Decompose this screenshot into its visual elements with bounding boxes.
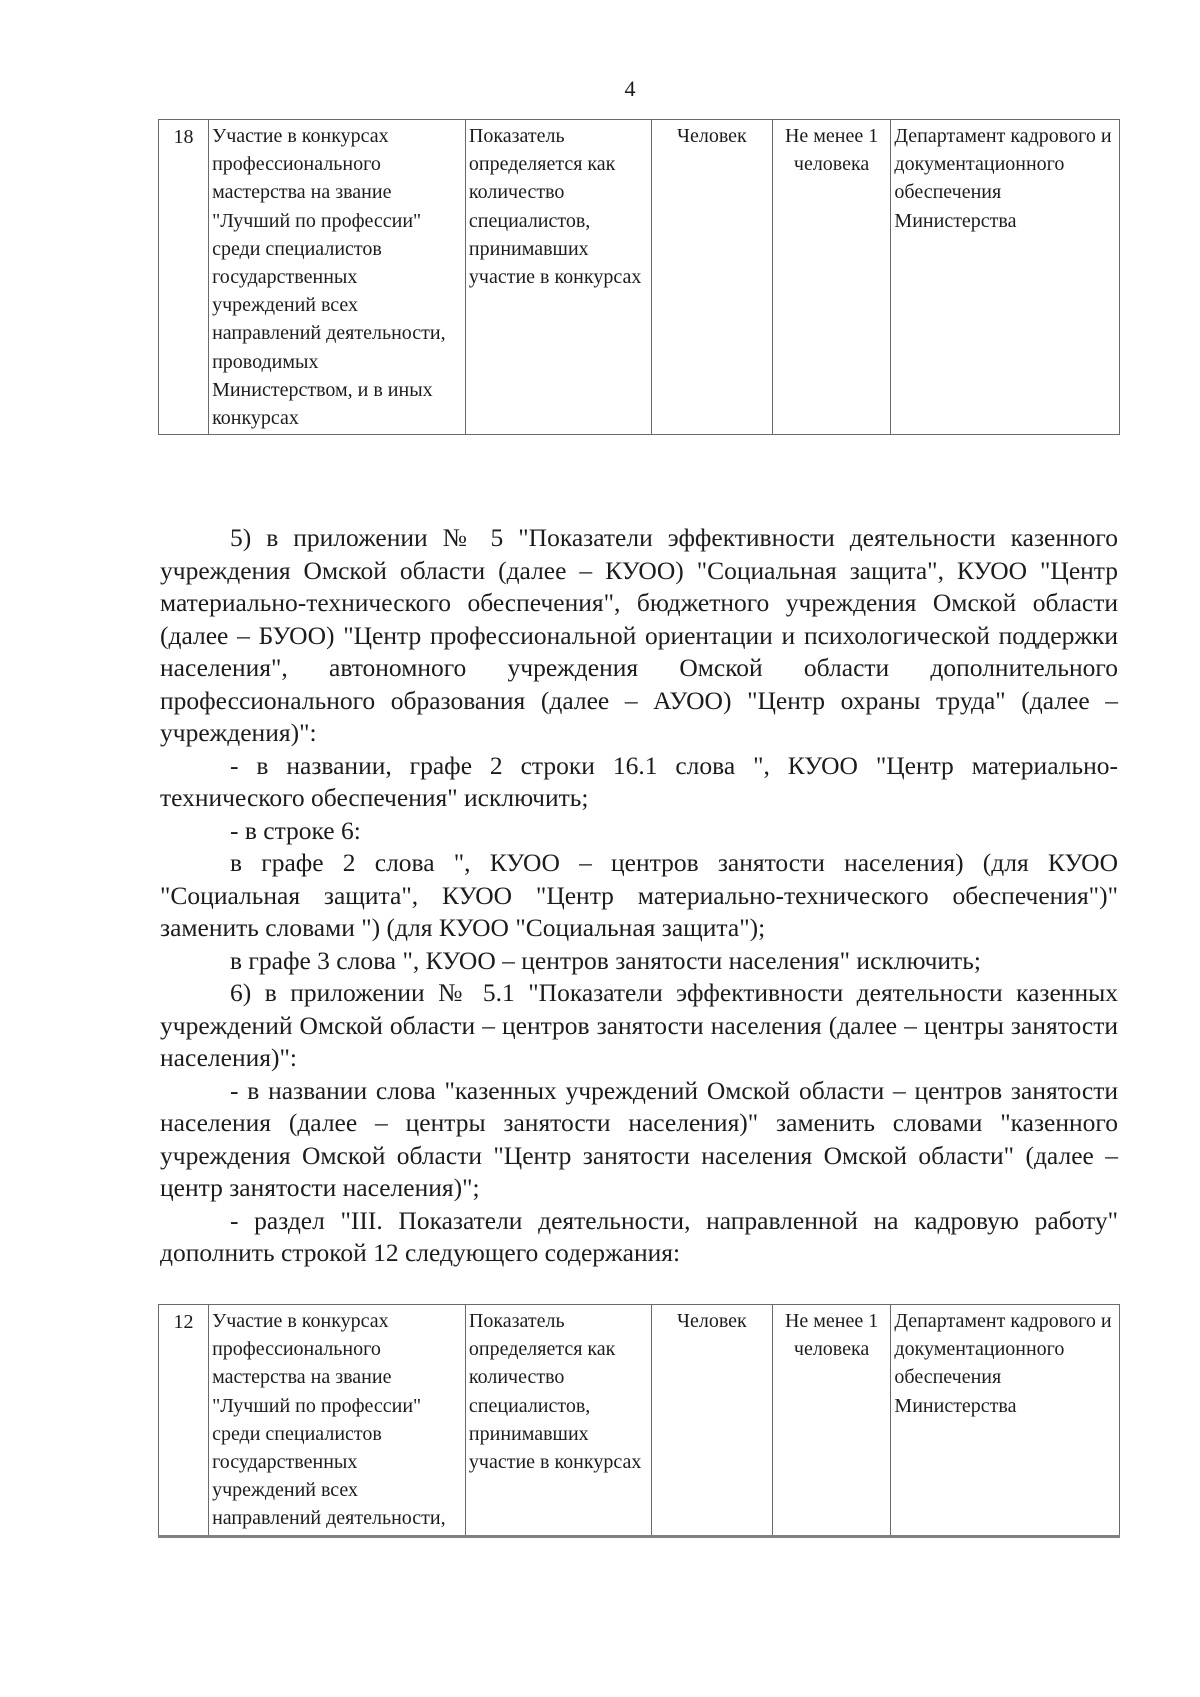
paragraph-5-item-2b: в графе 3 слова ", КУОО – центров занятости населения" исключить; <box>230 945 981 975</box>
indicator-table-row-12 <box>158 1304 1120 1538</box>
responsible-cell: Департамент кадрового и документационного обеспечения Министерства <box>891 120 1120 435</box>
paragraph-6-item-2: - раздел "III. Показатели деятельности, направленной на кадровую работу" дополнить строкой 12 следующего содержания: <box>160 1205 1118 1267</box>
table-row <box>159 120 1120 435</box>
calculation-method-cell: Показатель определяется как количество специалистов, принимавших участие в конкурсах <box>465 1305 651 1537</box>
indicator-name-cell: Участие в конкурсах профессионального мастерства на звание "Лучший по профессии" среди специалистов государственных учреждений всех направлений деятельности, <box>209 1305 466 1537</box>
indicator-name-cell: Участие в конкурсах профессионального мастерства на звание "Лучший по профессии" среди специалистов государственных учреждений всех направлений деятельности, проводимых Министерством, и в иных конкурсах <box>209 120 466 435</box>
paragraph-6-item-1: - в названии слова "казенных учреждений Омской области – центров занятости населения (далее – центры занятости населения)" заменить словами "казенного учреждения Омской области "Центр занятости населения Омской области" (далее – центр занятости населения)"; <box>160 1075 1118 1202</box>
paragraph-5-item-1: - в названии, графе 2 строки 16.1 слова ", КУОО "Центр материально-технического обеспечения" исключить; <box>160 750 1118 812</box>
paragraph-6: 6) в приложении № 5.1 "Показатели эффективности деятельности казенных учреждений Омской области – центров занятости населения (далее – центры занятости населения)": <box>160 978 1118 1072</box>
paragraph-5-item-2: - в строке 6: <box>230 815 361 845</box>
target-value-cell: Не менее 1 человека <box>772 120 891 435</box>
amendment-text <box>160 522 1118 1270</box>
paragraph-5-item-2a: в графе 2 слова ", КУОО – центров занятости населения) (для КУОО "Социальная защита", КУОО "Центр материально-технического обеспечения")" заменить словами ") (для КУОО "Социальная защита"); <box>160 848 1118 942</box>
paragraph-5: 5) в приложении № 5 "Показатели эффективности деятельности казенного учреждения Омской области (далее – КУОО) "Социальная защита", КУОО "Центр материально-технического обеспечения", бюджетного учреждения Омской области (далее – БУОО) "Центр профессиональной ориентации и психологической поддержки населения", автономного учреждения Омской области дополнительного профессионального образования (далее – АУОО) "Центр охраны труда" (далее – учреждения)": <box>160 523 1118 747</box>
row-number-cell: 18 <box>159 120 209 435</box>
calculation-method-cell: Показатель определяется как количество специалистов, принимавших участие в конкурсах <box>465 120 651 435</box>
indicator-table-row-18 <box>158 119 1120 435</box>
page-number: 4 <box>624 76 636 101</box>
unit-cell: Человек <box>652 120 773 435</box>
unit-cell: Человек <box>652 1305 773 1537</box>
row-number-cell: 12 <box>159 1305 209 1537</box>
responsible-cell: Департамент кадрового и документационного обеспечения Министерства <box>891 1305 1120 1537</box>
target-value-cell: Не менее 1 человека <box>772 1305 891 1537</box>
table-row <box>159 1305 1120 1537</box>
